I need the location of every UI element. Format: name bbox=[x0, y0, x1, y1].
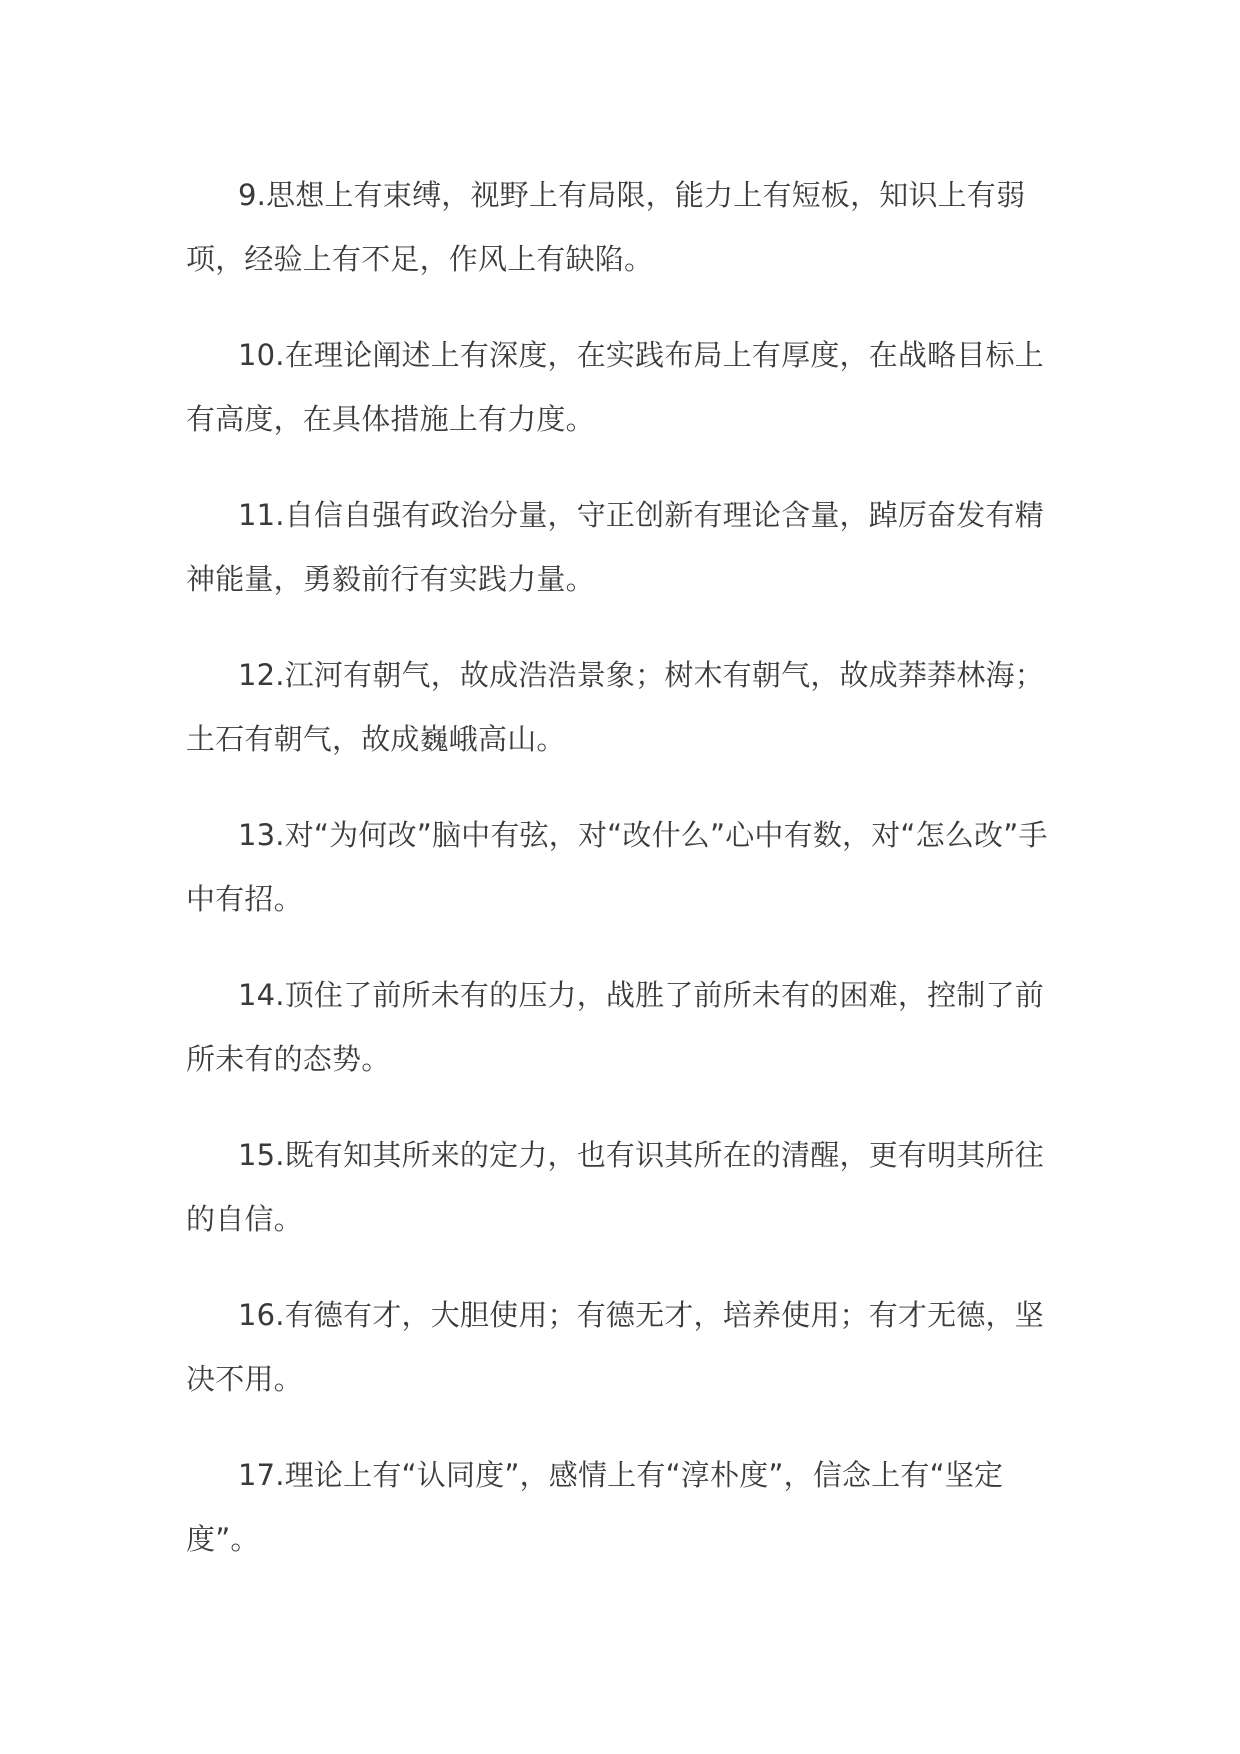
paragraph-11: 11.自信自强有政治分量，守正创新有理论含量，踔厉奋发有精神能量，勇毅前行有实践力量。 bbox=[186, 498, 1044, 596]
paragraph-14: 14.顶住了前所未有的压力，战胜了前所未有的困难，控制了前所未有的态势。 bbox=[186, 978, 1044, 1076]
paragraph-16: 16.有德有才，大胆使用；有德无才，培养使用；有才无德，坚决不用。 bbox=[186, 1298, 1044, 1396]
paragraph-17: 17.理论上有“认同度”，感情上有“淳朴度”，信念上有“坚定度”。 bbox=[186, 1458, 1004, 1556]
paragraph-10: 10.在理论阐述上有深度，在实践布局上有厚度，在战略目标上有高度，在具体措施上有力度。 bbox=[186, 338, 1044, 436]
paragraph-12: 12.江河有朝气，故成浩浩景象；树木有朝气，故成莽莽林海；土石有朝气，故成巍峨高山。 bbox=[186, 658, 1044, 756]
paragraph-13: 13.对“为何改”脑中有弦，对“改什么”心中有数，对“怎么改”手中有招。 bbox=[186, 818, 1048, 916]
paragraph-15: 15.既有知其所来的定力，也有识其所在的清醒，更有明其所往的自信。 bbox=[186, 1138, 1044, 1236]
paragraph-9: 9.思想上有束缚，视野上有局限，能力上有短板，知识上有弱项，经验上有不足，作风上有缺陷。 bbox=[186, 178, 1026, 276]
document-body bbox=[186, 163, 1058, 1603]
